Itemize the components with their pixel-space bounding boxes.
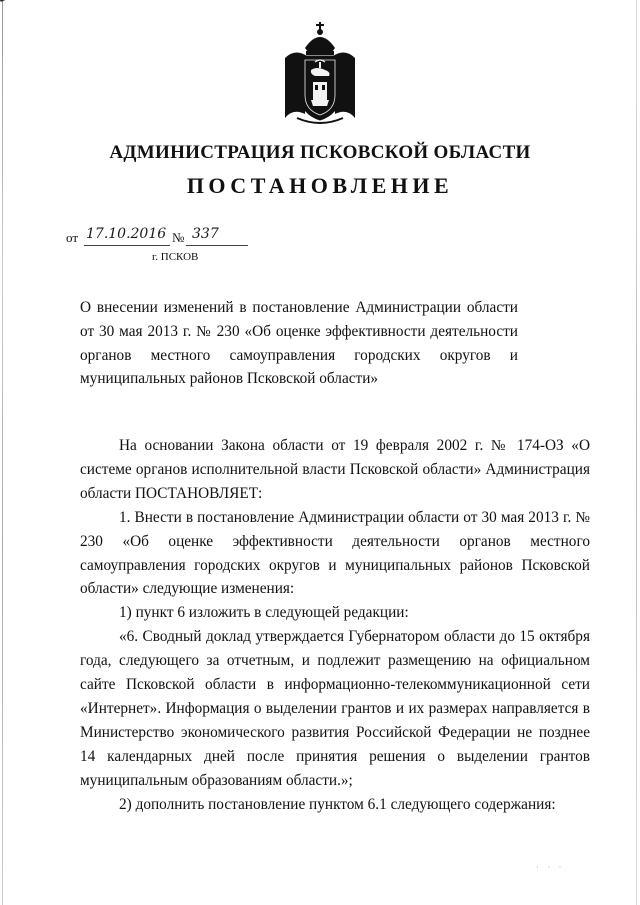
corner-scan-mark bbox=[0, 0, 25, 11]
number-prefix: № bbox=[172, 230, 185, 245]
document-type-heading: ПОСТАНОВЛЕНИЕ bbox=[186, 173, 454, 198]
scan-artifact-marks: · · · bbox=[536, 862, 565, 872]
body-paragraph: 1) пункт 6 изложить в следующей редакции: bbox=[119, 604, 409, 622]
date-prefix: от bbox=[66, 230, 79, 245]
date-underline bbox=[84, 245, 170, 246]
body-paragraph: 1. Внести в постановление Администрации области от 30 мая 2013 г. № 230 «Об оценке эффективности деятельности органов местного самоуправления городских округов и муниципальных районов Псковской области» следующие изменения: bbox=[80, 508, 590, 598]
body-paragraph: На основании Закона области от 19 февраля 2002 г. № 174-ОЗ «О системе органов исполнительной власти Псковской области» Администрация области ПОСТАНОВЛЯЕТ: bbox=[80, 437, 590, 502]
scan-edge-right bbox=[636, 0, 637, 905]
handwritten-number: 337 bbox=[192, 226, 219, 242]
body-paragraph: 2) дополнить постановление пунктом 6.1 следующего содержания: bbox=[119, 795, 556, 813]
handwritten-date: 17.10.2016 bbox=[86, 226, 167, 242]
document-subject: О внесении изменений в постановление Администрации области от 30 мая 2013 г. № 230 «Об оценке эффективности деятельности органов местного самоуправления городских округов и муниципальных районов Псковской области» bbox=[80, 299, 518, 388]
number-underline bbox=[186, 245, 248, 246]
organization-title: АДМИНИСТРАЦИЯ ПСКОВСКОЙ ОБЛАСТИ bbox=[109, 142, 531, 163]
city-label: г. ПСКОВ bbox=[152, 251, 199, 263]
body-paragraph: «6. Сводный доклад утверждается Губернатором области до 15 октября года, следующего за отчетным, и подлежит размещению на официальном сайте Псковской области в информационно-телекоммуникационной сети «Интернет». Информация о выделении грантов и их размерах направляется в Министерство экономического развития Российской Федерации не позднее 14 календарных дней после принятия решения о выделении грантов муниципальным образованиям области.»; bbox=[80, 628, 590, 789]
scan-edge-left bbox=[2, 0, 3, 905]
document-body bbox=[80, 434, 590, 817]
coat-of-arms-emblem bbox=[275, 18, 365, 126]
